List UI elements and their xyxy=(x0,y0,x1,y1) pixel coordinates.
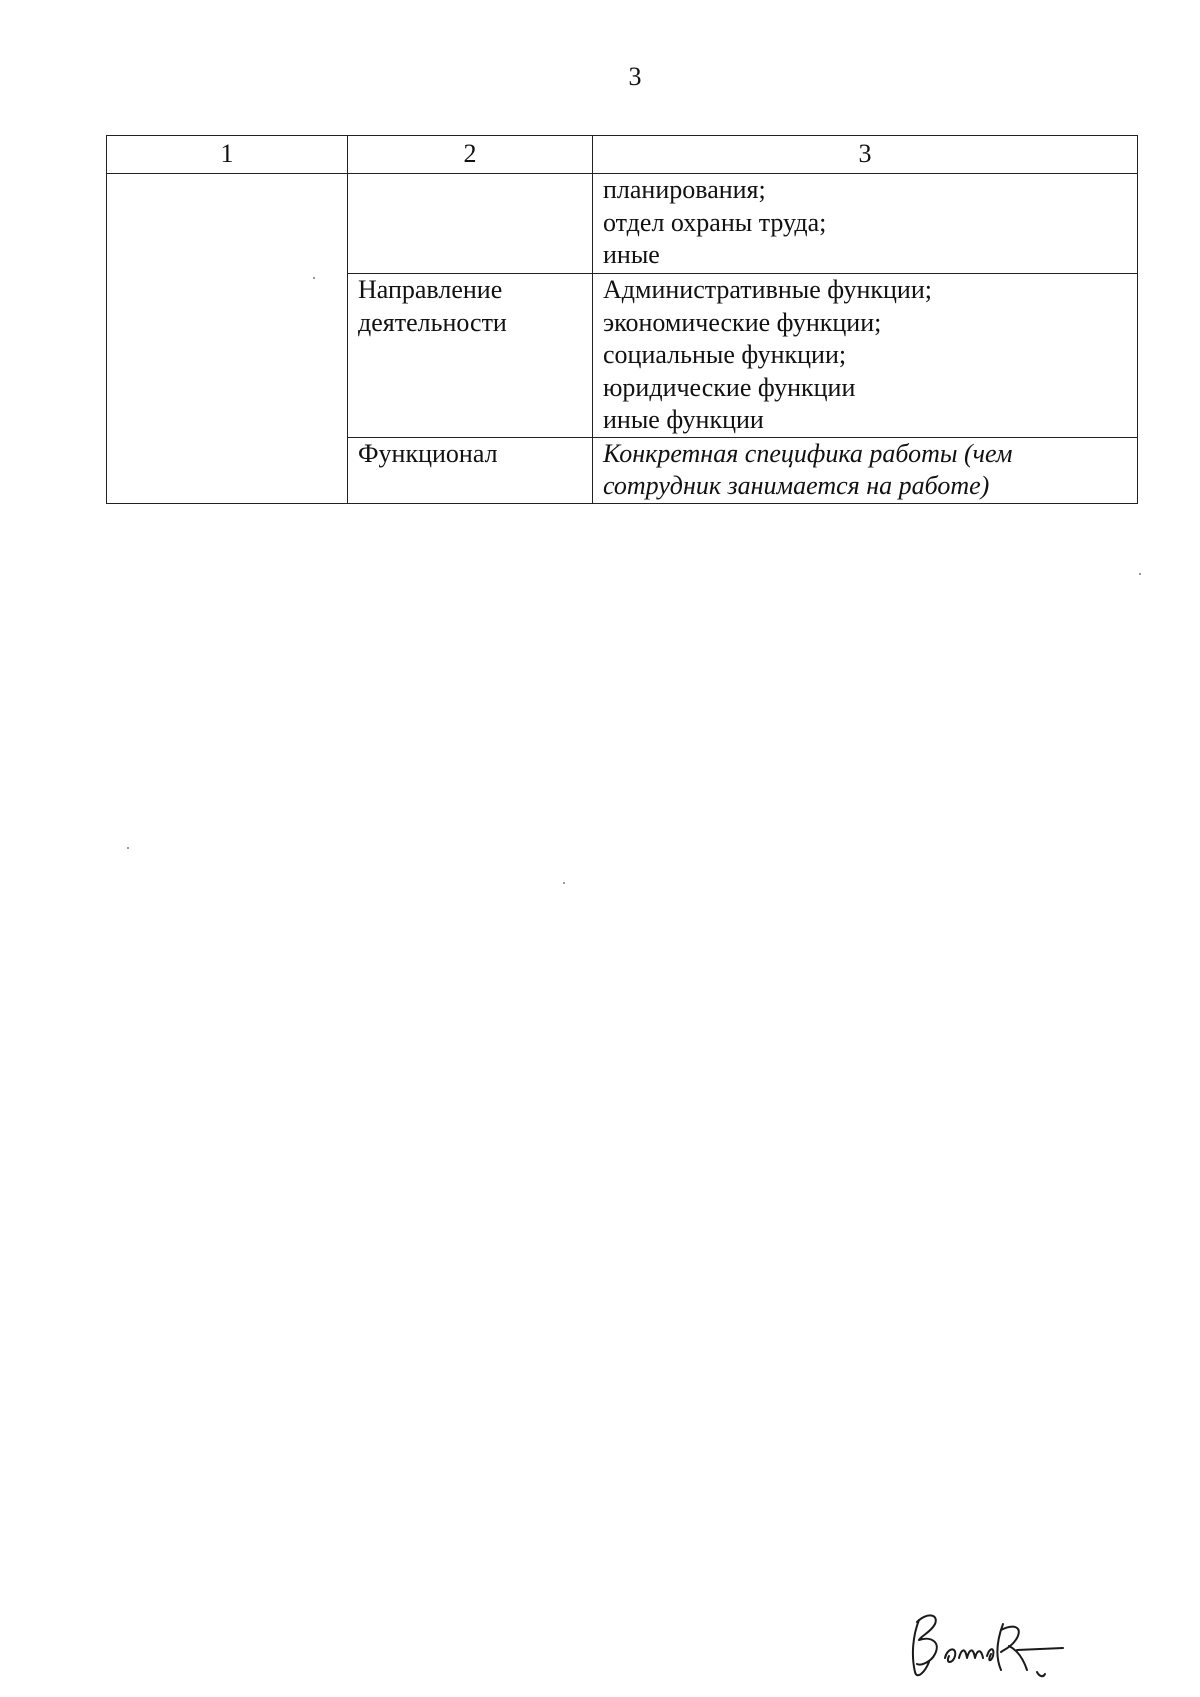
cell-line: Административные функции; xyxy=(603,275,932,304)
scan-speck xyxy=(313,277,315,279)
cell-line: экономические функции; xyxy=(603,307,882,337)
table-cell-col3 xyxy=(593,174,1138,274)
classification-table xyxy=(106,135,1138,504)
table-cell-col2 xyxy=(348,437,593,503)
cell-line: социальные функции; xyxy=(603,340,847,369)
table-cell-col1 xyxy=(107,174,348,504)
table-cell-col3 xyxy=(593,437,1138,503)
page-number: 3 xyxy=(628,62,642,91)
scan-speck xyxy=(127,847,129,849)
cell-line: Конкретная специфика работы (чем xyxy=(603,438,1013,468)
header-cell-2: 2 xyxy=(348,136,593,174)
table-cell-col3 xyxy=(593,274,1138,438)
scan-speck xyxy=(1139,573,1141,575)
cell-line: отдел охраны труда; xyxy=(603,207,827,237)
header-cell-3: 3 xyxy=(593,136,1138,174)
table-cell-col2 xyxy=(348,274,593,438)
cell-line: иные функции xyxy=(603,405,764,434)
table-header-row xyxy=(107,136,1138,174)
cell-line: Направление xyxy=(358,275,503,304)
table-cell-col2 xyxy=(348,174,593,274)
header-cell-1: 1 xyxy=(107,136,348,174)
cell-line: деятельности xyxy=(358,307,507,337)
table-row xyxy=(107,174,1138,274)
cell-line: планирования; xyxy=(603,175,766,204)
cell-line: иные xyxy=(603,240,660,269)
scan-speck xyxy=(563,882,565,884)
cell-line: сотрудник занимается на работе) xyxy=(603,471,990,500)
cell-line: юридические функции xyxy=(603,372,856,402)
signature-icon xyxy=(905,1610,1070,1685)
cell-line: Функционал xyxy=(358,438,498,468)
